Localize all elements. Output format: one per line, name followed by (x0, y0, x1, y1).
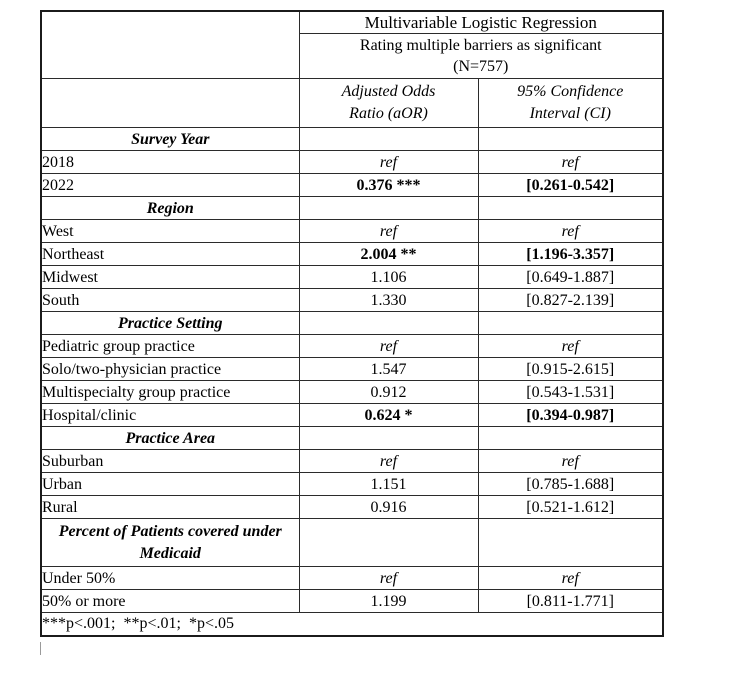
table-row (41, 220, 663, 243)
section-row-practice-area (41, 427, 663, 450)
table-row (41, 151, 663, 174)
aor-cell: 0.912 (299, 381, 478, 404)
aor-cell: 2.004 ** (299, 243, 478, 266)
aor-cell (299, 312, 478, 335)
category-label: Midwest (41, 266, 299, 289)
header-blank-cell (41, 11, 299, 79)
table-subtitle: Rating multiple barriers as significant (359, 37, 602, 54)
category-label: Solo/two-physician practice (41, 358, 299, 381)
ci-cell (478, 427, 663, 450)
aor-header-line2: Ratio (aOR) (349, 105, 428, 122)
ci-cell: [0.915-2.615] (478, 358, 663, 381)
category-label: Multispecialty group practice (41, 381, 299, 404)
category-label: Urban (41, 473, 299, 496)
ci-cell: [0.649-1.887] (478, 266, 663, 289)
table-sample-size: (N=757) (453, 58, 509, 75)
section-label: Survey Year (41, 128, 299, 151)
aor-cell: 0.624 * (299, 404, 478, 427)
category-label: Pediatric group practice (41, 335, 299, 358)
category-label: Rural (41, 496, 299, 519)
aor-cell: 1.151 (299, 473, 478, 496)
ci-cell: ref (478, 335, 663, 358)
table-row (41, 358, 663, 381)
category-label: South (41, 289, 299, 312)
aor-cell: ref (299, 567, 478, 590)
aor-cell (299, 128, 478, 151)
aor-cell (299, 197, 478, 220)
section-label: Practice Area (41, 427, 299, 450)
table-row (41, 266, 663, 289)
aor-header-line1: Adjusted Odds (341, 83, 436, 100)
ci-cell (478, 197, 663, 220)
table-header-title-row (41, 11, 663, 34)
section-label: Region (41, 197, 299, 220)
aor-column-header (299, 79, 478, 128)
section-row-region (41, 197, 663, 220)
aor-cell: 1.106 (299, 266, 478, 289)
table-row (41, 289, 663, 312)
table-row (41, 567, 663, 590)
table-row (41, 473, 663, 496)
category-label: Suburban (41, 450, 299, 473)
table-row (41, 335, 663, 358)
aor-cell: ref (299, 220, 478, 243)
section-row-medicaid (41, 519, 663, 567)
ci-cell: ref (478, 450, 663, 473)
table-title: Multivariable Logistic Regression (299, 11, 663, 34)
table-row (41, 381, 663, 404)
aor-cell: 0.376 *** (299, 174, 478, 197)
ci-cell: [0.521-1.612] (478, 496, 663, 519)
aor-cell: 1.547 (299, 358, 478, 381)
ci-cell: [0.543-1.531] (478, 381, 663, 404)
footnote-row (41, 613, 663, 636)
ci-cell: [0.811-1.771] (478, 590, 663, 613)
table-row (41, 174, 663, 197)
ci-cell: [1.196-3.357] (478, 243, 663, 266)
category-label: West (41, 220, 299, 243)
ci-column-header (478, 79, 663, 128)
ci-cell: ref (478, 567, 663, 590)
table-row (41, 450, 663, 473)
significance-footnote: ***p<.001; **p<.01; *p<.05 (41, 613, 663, 636)
ci-cell: ref (478, 220, 663, 243)
table-row (41, 404, 663, 427)
section-label: Percent of Patients covered under Medicaid (41, 519, 299, 567)
aor-cell: 1.330 (299, 289, 478, 312)
ci-cell: [0.394-0.987] (478, 404, 663, 427)
ci-cell: [0.261-0.542] (478, 174, 663, 197)
category-label: 50% or more (41, 590, 299, 613)
category-label: Under 50% (41, 567, 299, 590)
aor-cell (299, 427, 478, 450)
category-label: Northeast (41, 243, 299, 266)
table-row (41, 243, 663, 266)
aor-cell: ref (299, 151, 478, 174)
category-label: 2022 (41, 174, 299, 197)
colhead-blank-cell (41, 79, 299, 128)
ci-cell (478, 128, 663, 151)
category-label: 2018 (41, 151, 299, 174)
cropped-border-stub (40, 642, 41, 655)
section-label: Practice Setting (41, 312, 299, 335)
section-row-survey-year (41, 128, 663, 151)
ci-cell (478, 519, 663, 567)
table-row (41, 496, 663, 519)
regression-table (40, 10, 664, 637)
ci-cell: ref (478, 151, 663, 174)
ci-cell: [0.785-1.688] (478, 473, 663, 496)
aor-cell: ref (299, 450, 478, 473)
table-column-header-row (41, 79, 663, 128)
ci-cell: [0.827-2.139] (478, 289, 663, 312)
section-row-practice-setting (41, 312, 663, 335)
ci-header-line1: 95% Confidence (517, 83, 624, 100)
ci-cell (478, 312, 663, 335)
category-label: Hospital/clinic (41, 404, 299, 427)
aor-cell (299, 519, 478, 567)
table-subtitle-cell (299, 34, 663, 79)
aor-cell: 0.916 (299, 496, 478, 519)
aor-cell: 1.199 (299, 590, 478, 613)
table-row (41, 590, 663, 613)
aor-cell: ref (299, 335, 478, 358)
ci-header-line2: Interval (CI) (529, 105, 611, 122)
